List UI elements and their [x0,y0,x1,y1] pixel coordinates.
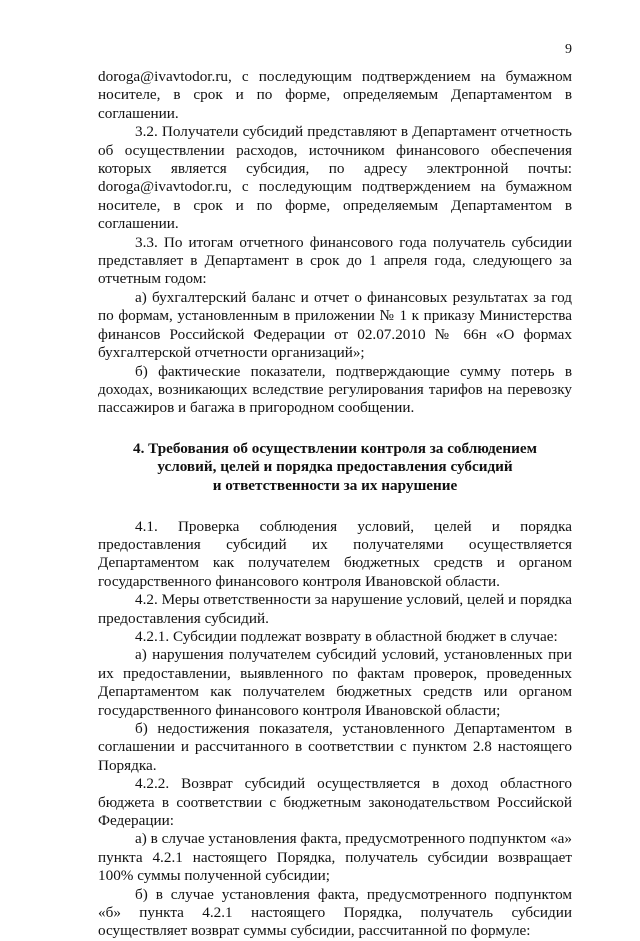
paragraph-4-2-1-b: б) недостижения показателя, установленного Департаментом в соглашении и рассчитанного в соответствии с пунктом 2.8 настоящего Порядка. [98,719,572,774]
section-4-body [98,518,572,941]
heading-line-1: 4. Требования об осуществлении контроля за соблюдением [132,439,538,457]
document-body [98,68,572,941]
paragraph-4-2-1: 4.2.1. Субсидии подлежат возврату в областной бюджет в случае: [135,627,558,645]
paragraph-3-2: 3.2. Получатели субсидий представляют в Департамент отчетность об осуществлении расходов, источником финансового обеспечения которых является субсидия, по адресу электронной почты: doroga@ivavtodor.ru, с последующим подтверждением на бумажном носителе, в срок и по форме, определяемым Департаментом в соглашении. [98,123,572,233]
paragraph-4-2-2-a: а) в случае установления факта, предусмотренного подпунктом «а» пункта 4.2.1 настоящего Порядка, получатель субсидии возвращает 100% суммы полученной субсидии; [98,830,572,885]
paragraph-email-continuation: dorogа@ivavtodor.ru, с последующим подтверждением на бумажном носителе, в срок и по форме, определяемым Департаментом в соглашении. [98,68,572,122]
section-4-heading [98,440,572,496]
heading-line-3: и ответственности за их нарушение [212,476,458,494]
paragraph-4-1: 4.1. Проверка соблюдения условий, целей и порядка предоставления субсидий их получателями осуществляется Департаментом как получателем бюджетных средств и органом государственного финансового контроля Ивановской области. [98,517,572,590]
heading-line-2: условий, целей и порядка предоставления субсидий [157,458,513,476]
page-number: 9 [565,42,572,57]
paragraph-3-3-a: а) бухгалтерский баланс и отчет о финансовых результатах за год по формам, установленным в приложении № 1 к приказу Министерства финансов Российской Федерации от 02.07.2010 № 66н «О формах бухгалтерской отчетности организаций»; [98,288,572,362]
paragraph-4-2-2: 4.2.2. Возврат субсидий осуществляется в доход областного бюджета в соответствии с бюджетным законодательством Российской Федерации: [98,775,572,829]
paragraph-4-2: 4.2. Меры ответственности за нарушение условий, целей и порядка предоставления субсидий. [98,591,572,627]
paragraph-4-2-2-b: б) в случае установления факта, предусмотренного подпунктом «б» пункта 4.2.1 настоящего Порядка, получатель субсидии осуществляет возврат суммы субсидии, рассчитанной по формуле: [98,885,572,940]
paragraph-3-3: 3.3. По итогам отчетного финансового года получатель субсидии представляет в Департамент в срок до 1 апреля года, следующего за отчетным годом: [98,233,572,288]
paragraph-4-2-1-a: а) нарушения получателем субсидий условий, установленных при их предоставлении, выявленного по фактам проверок, проведенных Департаментом как получателем бюджетных средств или органом государственного финансового контроля Ивановской области; [98,646,572,719]
section-3-continuation [98,68,572,418]
paragraph-3-3-b: б) фактические показатели, подтверждающие сумму потерь в доходах, возникающих вследствие регулирования тарифов на перевозку пассажиров и багажа в пригородном сообщении. [98,362,572,417]
